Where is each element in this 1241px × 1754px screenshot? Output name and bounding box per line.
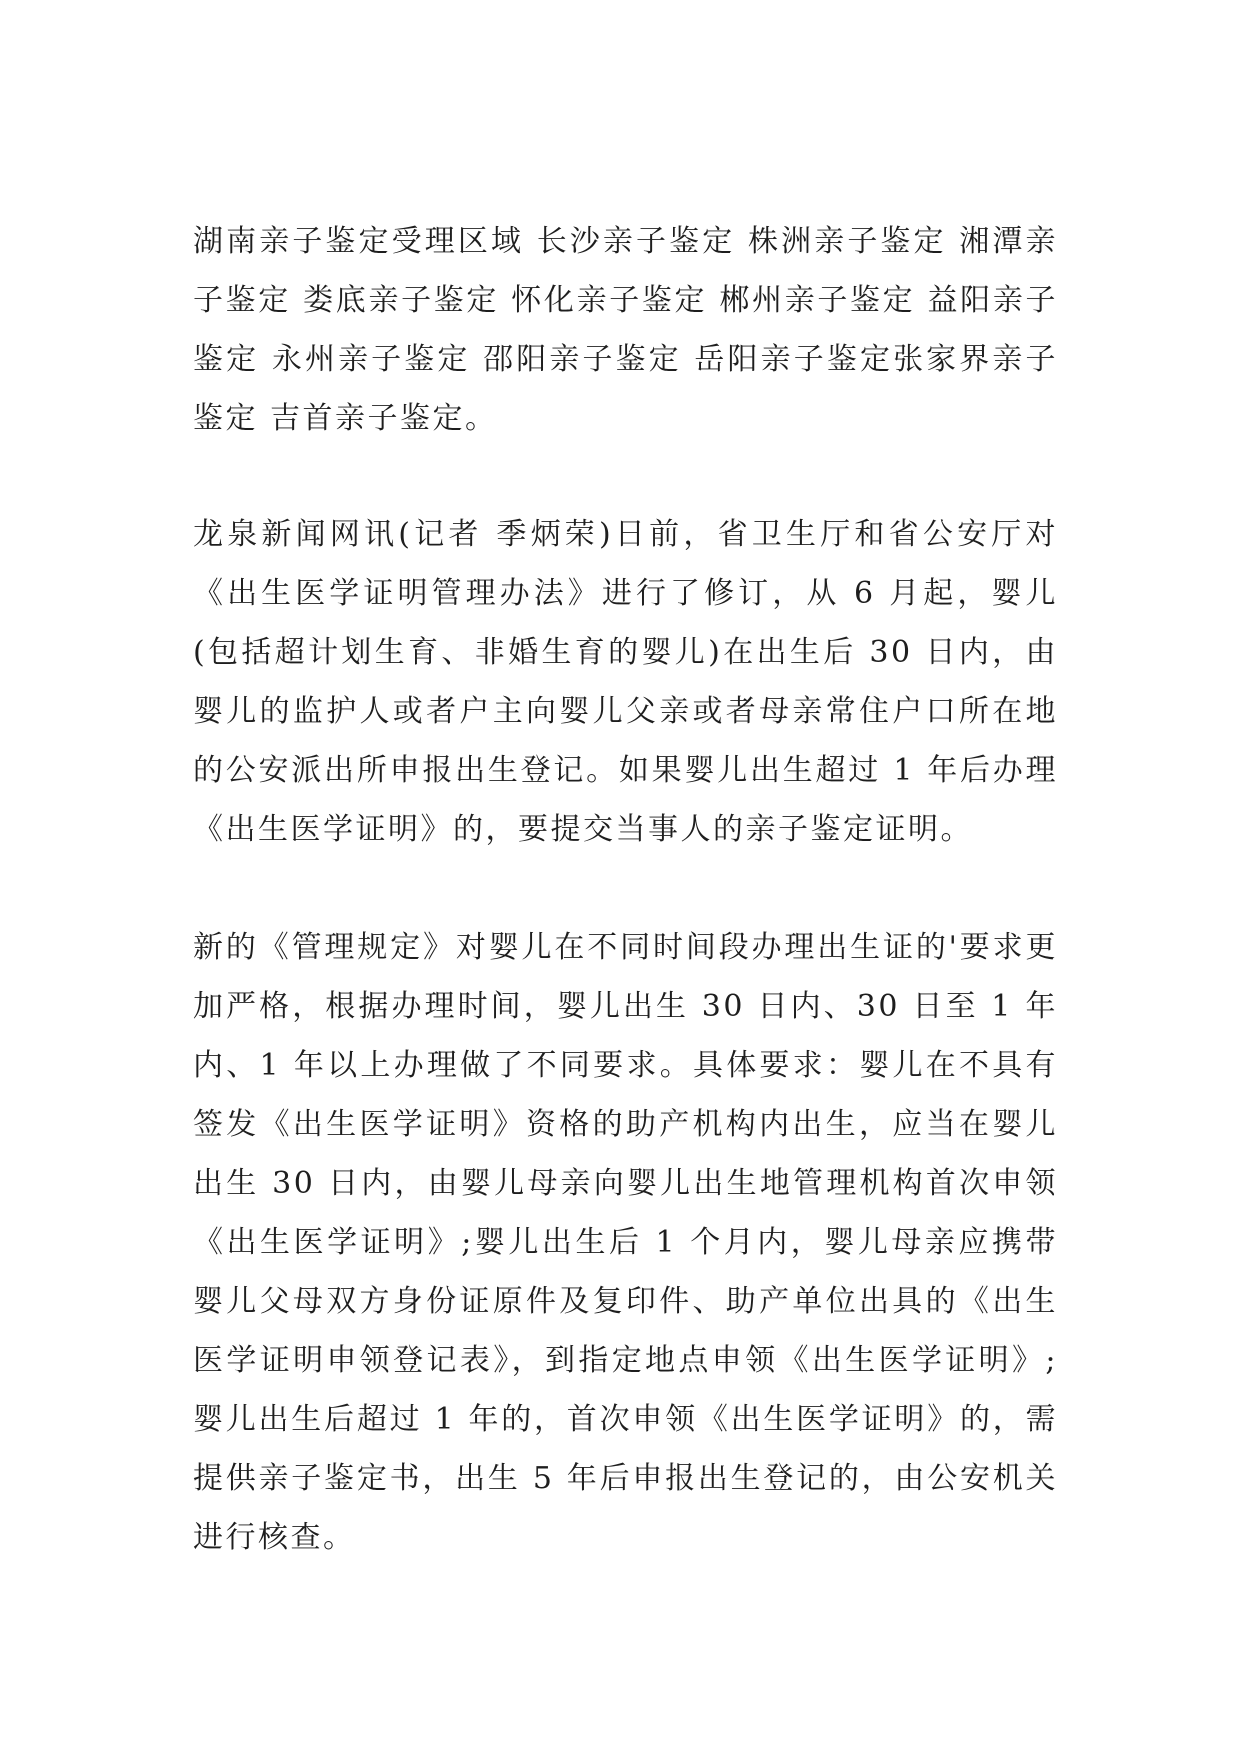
paragraph-hunan-service-areas: 湖南亲子鉴定受理区域 长沙亲子鉴定 株洲亲子鉴定 湘潭亲子鉴定 娄底亲子鉴定 怀化亲子鉴定 郴州亲子鉴定 益阳亲子鉴定 永州亲子鉴定 邵阳亲子鉴定 岳阳亲子鉴定张家界亲子鉴定 吉首亲子鉴定。 xyxy=(193,224,1058,436)
paragraph-news-report: 龙泉新闻网讯(记者 季炳荣)日前，省卫生厅和省公安厅对《出生医学证明管理办法》进行了修订，从 6 月起，婴儿(包括超计划生育、非婚生育的婴儿)在出生后 30 日内，由婴儿的监护人或者户主向婴儿父亲或者母亲常住户口所在地的公安派出所申报出生登记。如果婴儿出生超过 1 年后办理《出生医学证明》的，要提交当事人的亲子鉴定证明。 xyxy=(193,517,1058,847)
paragraph-new-regulations: 新的《管理规定》对婴儿在不同时间段办理出生证的'要求更加严格，根据办理时间，婴儿出生 30 日内、30 日至 1 年内、1 年以上办理做了不同要求。具体要求：婴儿在不具有签发《出生医学证明》资格的助产机构内出生，应当在婴儿出生 30 日内，由婴儿母亲向婴儿出生地管理机构首次申领《出生医学证明》;婴儿出生后 1 个月内，婴儿母亲应携带婴儿父母双方身份证原件及复印件、助产单位出具的《出生医学证明申领登记表》，到指定地点申领《出生医学证明》;婴儿出生后超过 1 年的，首次申领《出生医学证明》的，需提供亲子鉴定书，出生 5 年后申报出生登记的，由公安机关进行核查。 xyxy=(193,930,1058,1555)
